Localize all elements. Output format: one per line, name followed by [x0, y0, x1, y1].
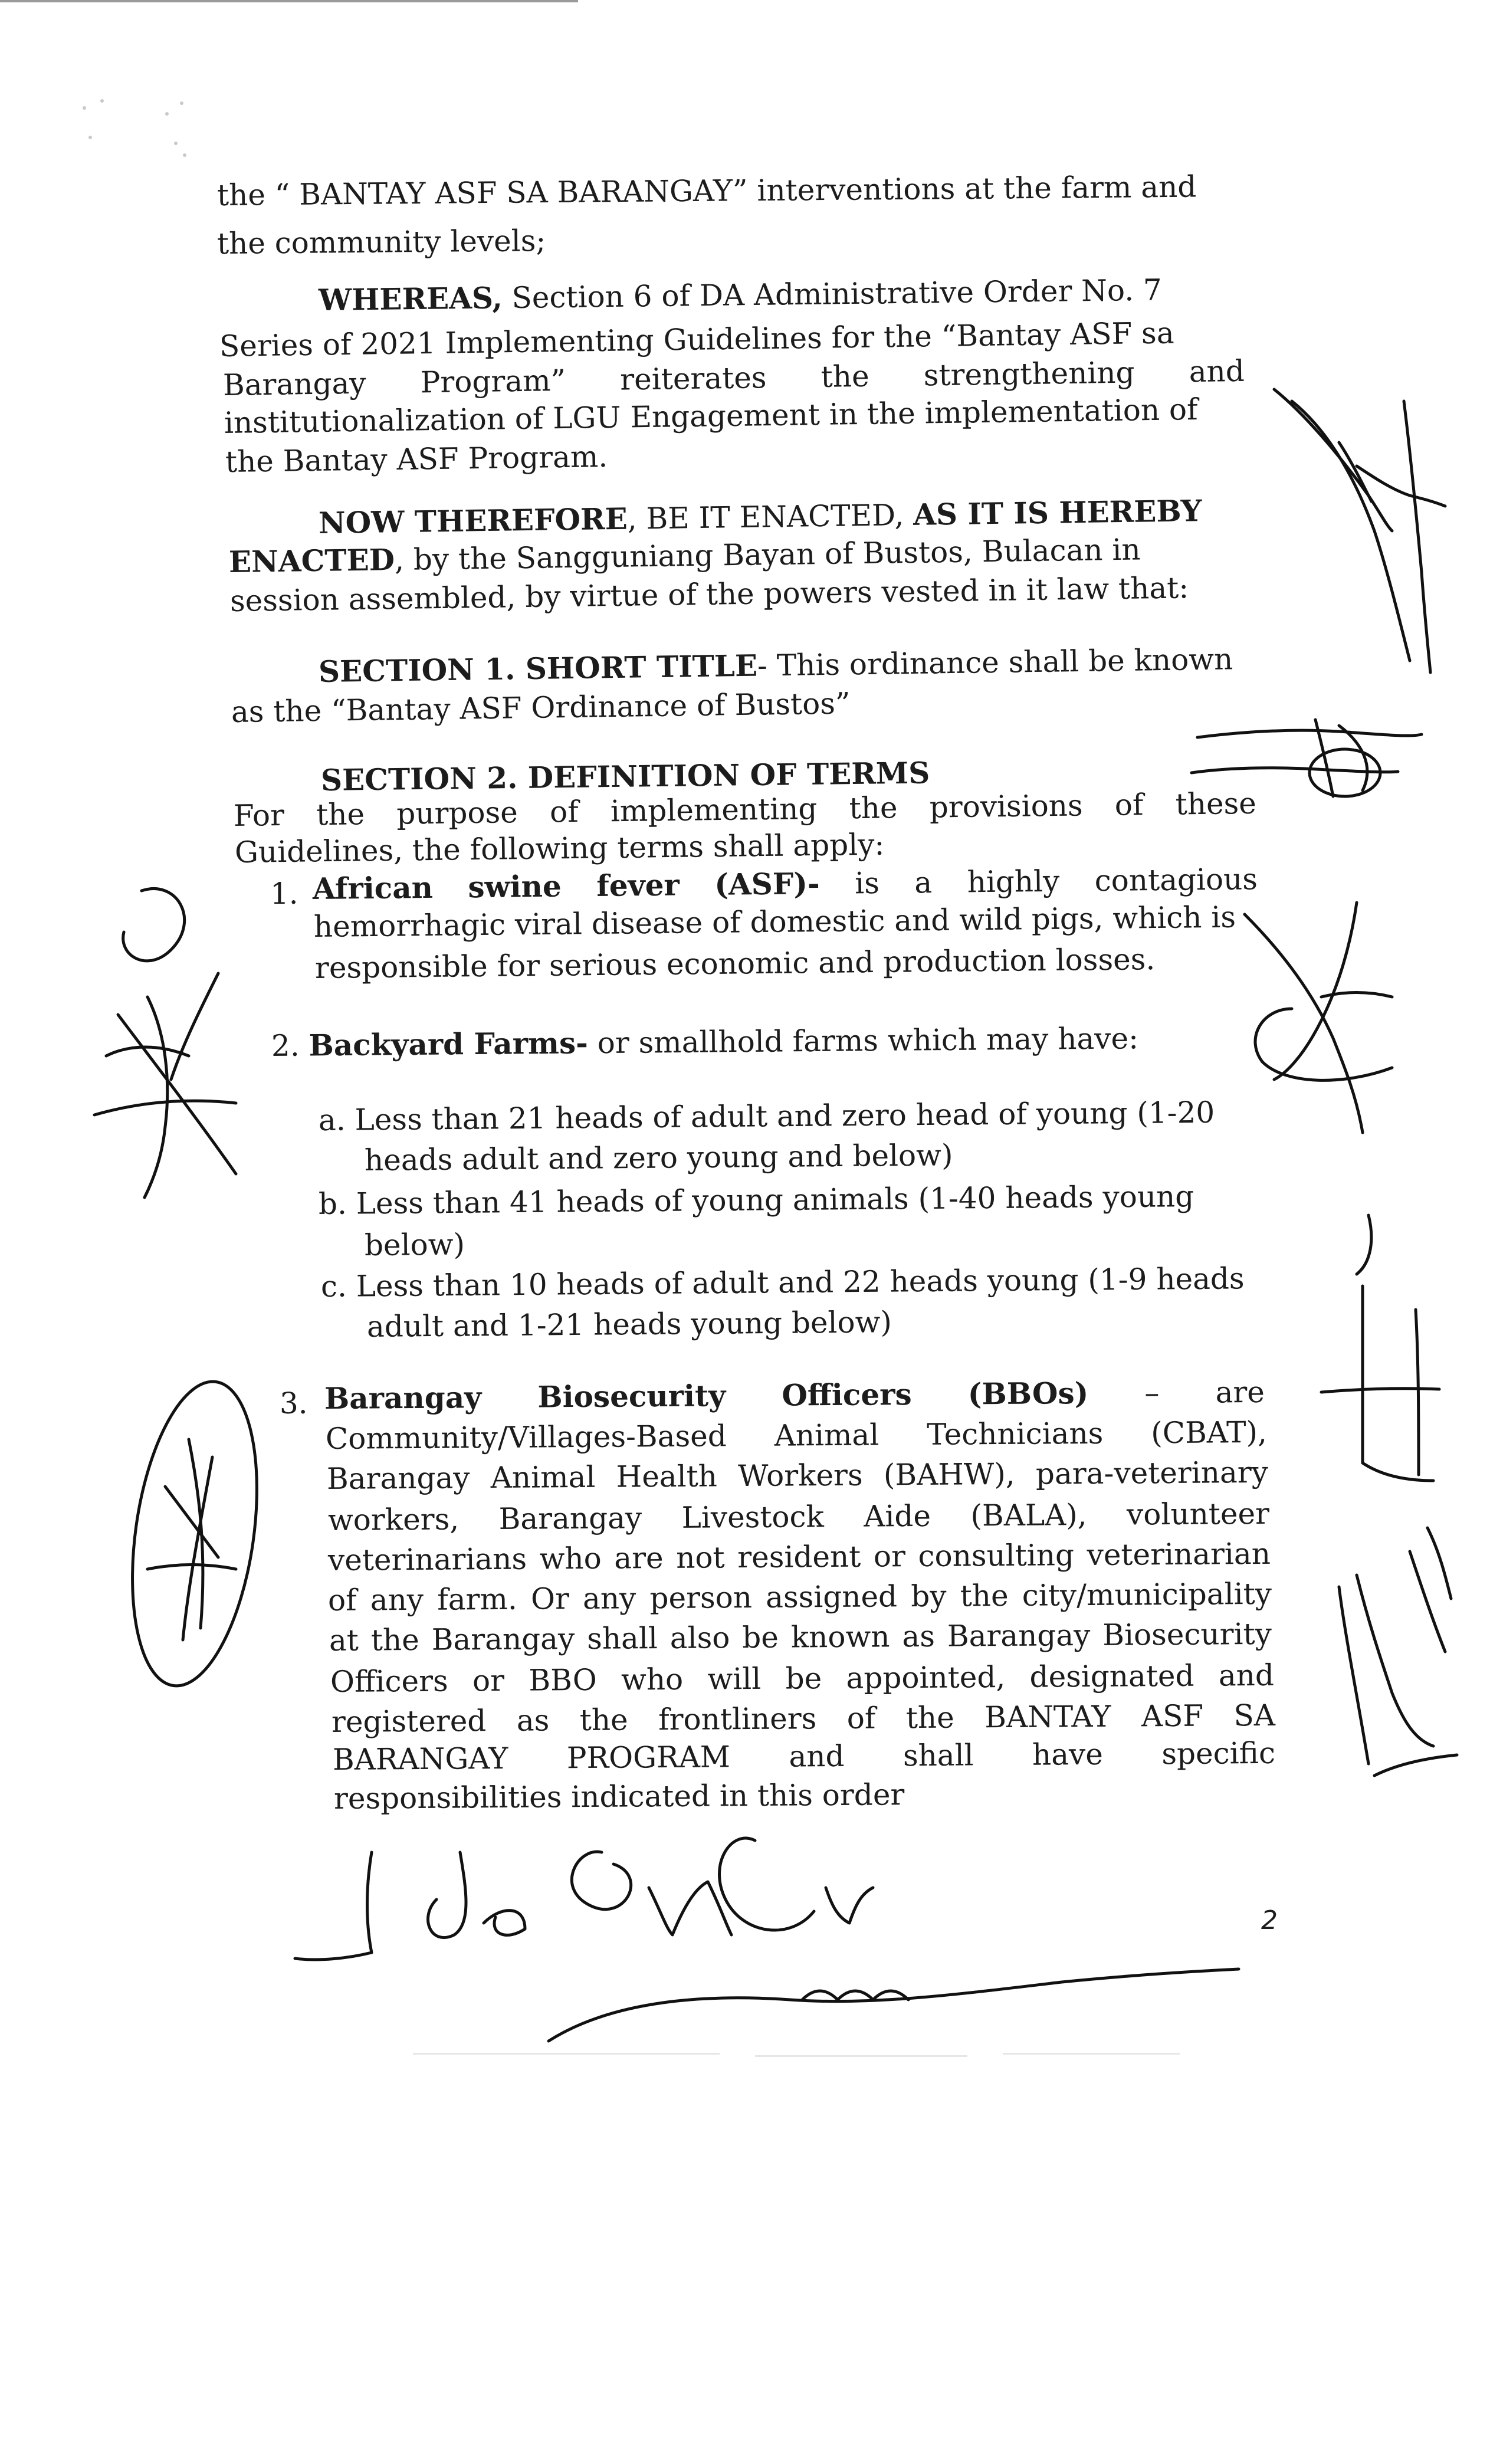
- word: strengthening: [923, 355, 1135, 393]
- word: resident: [737, 1539, 861, 1575]
- word: the: [905, 1700, 954, 1735]
- word: Program”: [420, 363, 566, 400]
- word: or: [472, 1663, 505, 1698]
- item-b-letter: b.: [318, 1186, 347, 1221]
- word: Aide: [864, 1498, 931, 1534]
- item-c-line-1: [321, 1260, 1245, 1305]
- whereas-line-4: institutionalization of LGU Engagement in the implementation of: [224, 392, 1198, 440]
- whereas-keyword: WHEREAS,: [318, 280, 503, 317]
- word: known: [790, 1619, 890, 1655]
- word: contagious: [1094, 862, 1258, 898]
- word: the: [316, 797, 365, 832]
- term3-line: [326, 1414, 1267, 1457]
- word: of: [846, 1701, 876, 1735]
- word: farm.: [437, 1582, 517, 1617]
- word: person: [649, 1580, 753, 1616]
- word: reiterates: [619, 360, 767, 397]
- word: Workers: [737, 1458, 863, 1494]
- section1-line-1: [319, 641, 1233, 690]
- term3-word: Barangay: [324, 1380, 482, 1416]
- word: of: [1114, 788, 1144, 822]
- word: is: [854, 865, 880, 901]
- term1-line-2: hemorrhagic viral disease of domestic and wild pigs, which is: [313, 900, 1236, 944]
- item-a-letter: a.: [318, 1103, 346, 1137]
- term3-head-line: [324, 1374, 1265, 1417]
- term2-text: or smallhold farms which may have:: [588, 1021, 1139, 1061]
- now-therefore-text-2: , by the Sangguniang Bayan of Bustos, Bulacan in: [394, 532, 1141, 578]
- word: BBO: [529, 1662, 597, 1698]
- word: shall: [902, 1738, 974, 1773]
- term1-number: 1.: [270, 877, 298, 911]
- word: the: [579, 1702, 628, 1738]
- term3-line: [328, 1495, 1269, 1538]
- term1-word: African: [312, 870, 434, 906]
- word: Animal: [774, 1418, 879, 1453]
- term3-line: [330, 1657, 1274, 1700]
- term3-line: [333, 1735, 1275, 1778]
- term3-word: (BBOs): [967, 1375, 1089, 1412]
- scan-edge-line: [0, 0, 578, 2]
- word: Health: [616, 1459, 718, 1494]
- word: frontliners: [658, 1701, 817, 1737]
- section2-heading-text: SECTION 2. DEFINITION OF TERMS: [320, 755, 930, 798]
- scan-specks: [77, 94, 224, 165]
- word: as: [516, 1703, 550, 1738]
- word: have: [1032, 1737, 1104, 1772]
- word: Barangay: [326, 1461, 470, 1496]
- word: as: [902, 1619, 936, 1654]
- item-a-line-1: [319, 1094, 1215, 1139]
- word: ASF: [1141, 1698, 1204, 1734]
- item-b-line-1: [319, 1178, 1194, 1222]
- item-b-text: Less than 41 heads of young animals (1-40 heads young: [356, 1179, 1194, 1221]
- word: highly: [967, 864, 1060, 900]
- word: BARANGAY: [332, 1741, 508, 1777]
- word: Community/Villages-Based: [325, 1419, 727, 1456]
- word: and: [1218, 1658, 1275, 1693]
- term1-line-3: responsible for serious economic and production losses.: [314, 942, 1156, 985]
- signature-left-1: [83, 867, 260, 1209]
- word: For: [233, 798, 285, 833]
- section1-line-2: as the “Bantay ASF Ordinance of Bustos”: [231, 686, 851, 729]
- signature-right-2: [1186, 708, 1433, 814]
- word: Livestock: [681, 1500, 825, 1535]
- word: –: [1144, 1376, 1160, 1410]
- term1-word: fever: [596, 867, 680, 903]
- word: these: [1175, 786, 1257, 822]
- whereas-line-5: the Bantay ASF Program.: [225, 439, 608, 479]
- word: specific: [1161, 1735, 1276, 1771]
- word: PROGRAM: [566, 1740, 731, 1776]
- term3-line: [332, 1697, 1275, 1740]
- enacted-keyword: ENACTED: [228, 542, 395, 579]
- word: who: [621, 1662, 684, 1697]
- word: Technicians: [927, 1416, 1104, 1452]
- now-therefore-line-3: session assembled, by virtue of the powers vested in it law that:: [229, 570, 1189, 618]
- word: BANTAY: [984, 1699, 1111, 1735]
- word: implementing: [610, 791, 818, 829]
- whereas-text-1: Section 6 of DA Administrative Order No. 7: [502, 273, 1163, 316]
- word: and: [1189, 353, 1245, 389]
- term2-number: 2.: [271, 1028, 300, 1063]
- word: Officers: [330, 1664, 448, 1699]
- page-number: 2: [1261, 1905, 1278, 1935]
- word: Biosecurity: [1102, 1616, 1272, 1652]
- item-c-letter: c.: [320, 1269, 347, 1304]
- term2-line: [271, 1020, 1139, 1064]
- word: who: [539, 1541, 602, 1576]
- hereby-keyword: AS IT IS HEREBY: [913, 493, 1202, 532]
- word: also: [669, 1620, 730, 1655]
- section1-heading: SECTION 1. SHORT TITLE: [318, 648, 758, 689]
- item-a-text: Less than 21 heads of adult and zero head of young (1-20: [355, 1095, 1215, 1137]
- word: provisions: [929, 788, 1083, 825]
- word: by: [911, 1579, 947, 1614]
- item-b-line-2: below): [364, 1227, 465, 1262]
- term3-line: [329, 1616, 1272, 1659]
- word: consulting: [918, 1538, 1075, 1574]
- word: Barangay: [947, 1617, 1091, 1653]
- word: (CBAT),: [1151, 1415, 1268, 1451]
- word: city/municipality: [1022, 1576, 1272, 1613]
- term3-last-line: responsibilities indicated in this order: [333, 1777, 905, 1816]
- signature-bottom: [283, 1817, 1345, 2076]
- word: at: [329, 1623, 359, 1658]
- word: workers,: [327, 1502, 460, 1537]
- word: appointed,: [846, 1660, 1006, 1695]
- section2-intro-line-2: Guidelines, the following terms shall apply:: [234, 827, 885, 870]
- word: of: [327, 1583, 357, 1617]
- word: are: [1215, 1374, 1265, 1410]
- signature-right-4: [1298, 1215, 1451, 1498]
- whereas-line-1: [319, 272, 1163, 319]
- intro-line-2: the community levels;: [216, 224, 546, 261]
- term3-line: [328, 1536, 1271, 1579]
- word: registered: [331, 1704, 487, 1739]
- word: be: [742, 1620, 779, 1655]
- word: of: [549, 794, 579, 829]
- signature-left-2: [112, 1369, 265, 1699]
- word: a: [914, 865, 933, 900]
- word: Barangay: [222, 366, 366, 402]
- term3-line: [328, 1576, 1272, 1619]
- now-therefore-text: , BE IT ENACTED,: [627, 497, 914, 536]
- word: the: [821, 359, 869, 394]
- term1-word: swine: [468, 868, 562, 905]
- word: para-veterinary: [1035, 1455, 1269, 1491]
- word: and: [789, 1738, 845, 1774]
- section1-text: - This ordinance shall be known: [757, 642, 1233, 683]
- word: volunteer: [1126, 1496, 1270, 1532]
- word: be: [785, 1661, 822, 1696]
- word: are: [614, 1541, 664, 1576]
- signature-right-3: [1239, 897, 1416, 1144]
- whereas-line-2: Series of 2021 Implementing Guidelines for the “Bantay ASF sa: [219, 316, 1174, 363]
- word: any: [370, 1582, 424, 1617]
- term3-word: Officers: [782, 1377, 912, 1413]
- word: SA: [1233, 1698, 1276, 1733]
- term3-word: Biosecurity: [537, 1378, 726, 1415]
- word: designated: [1029, 1658, 1194, 1694]
- term1-word: (ASF)-: [714, 865, 821, 902]
- word: Or: [530, 1582, 570, 1616]
- word: purpose: [396, 795, 518, 831]
- word: will: [707, 1661, 762, 1697]
- word: any: [582, 1581, 636, 1616]
- item-a-line-2: heads adult and zero young and below): [364, 1138, 953, 1177]
- word: veterinarians: [327, 1541, 527, 1577]
- term3-number: 3.: [280, 1386, 308, 1420]
- word: (BAHW),: [883, 1456, 1015, 1492]
- term2-term: Backyard Farms-: [308, 1025, 589, 1063]
- word: or: [873, 1539, 906, 1574]
- signature-right-5: [1321, 1516, 1475, 1811]
- intro-line-1: the “ BANTAY ASF SA BARANGAY” interventions at the farm and: [216, 169, 1197, 212]
- word: Animal: [490, 1459, 596, 1495]
- item-c-text: Less than 10 heads of adult and 22 heads young (1-9 heads: [356, 1261, 1245, 1304]
- word: the: [370, 1622, 419, 1658]
- word: not: [676, 1540, 725, 1575]
- word: the: [849, 790, 898, 826]
- word: veterinarian: [1087, 1536, 1271, 1573]
- term3-line: [327, 1454, 1268, 1497]
- signature-right-1: [1268, 378, 1469, 684]
- word: the: [960, 1578, 1009, 1613]
- word: (BALA),: [970, 1498, 1087, 1533]
- word: assigned: [765, 1579, 898, 1615]
- item-c-line-2: adult and 1-21 heads young below): [366, 1305, 892, 1344]
- word: Barangay: [498, 1501, 642, 1536]
- word: shall: [586, 1621, 658, 1656]
- now-therefore-keyword: NOW THEREFORE: [318, 501, 628, 540]
- word: Barangay: [431, 1622, 575, 1657]
